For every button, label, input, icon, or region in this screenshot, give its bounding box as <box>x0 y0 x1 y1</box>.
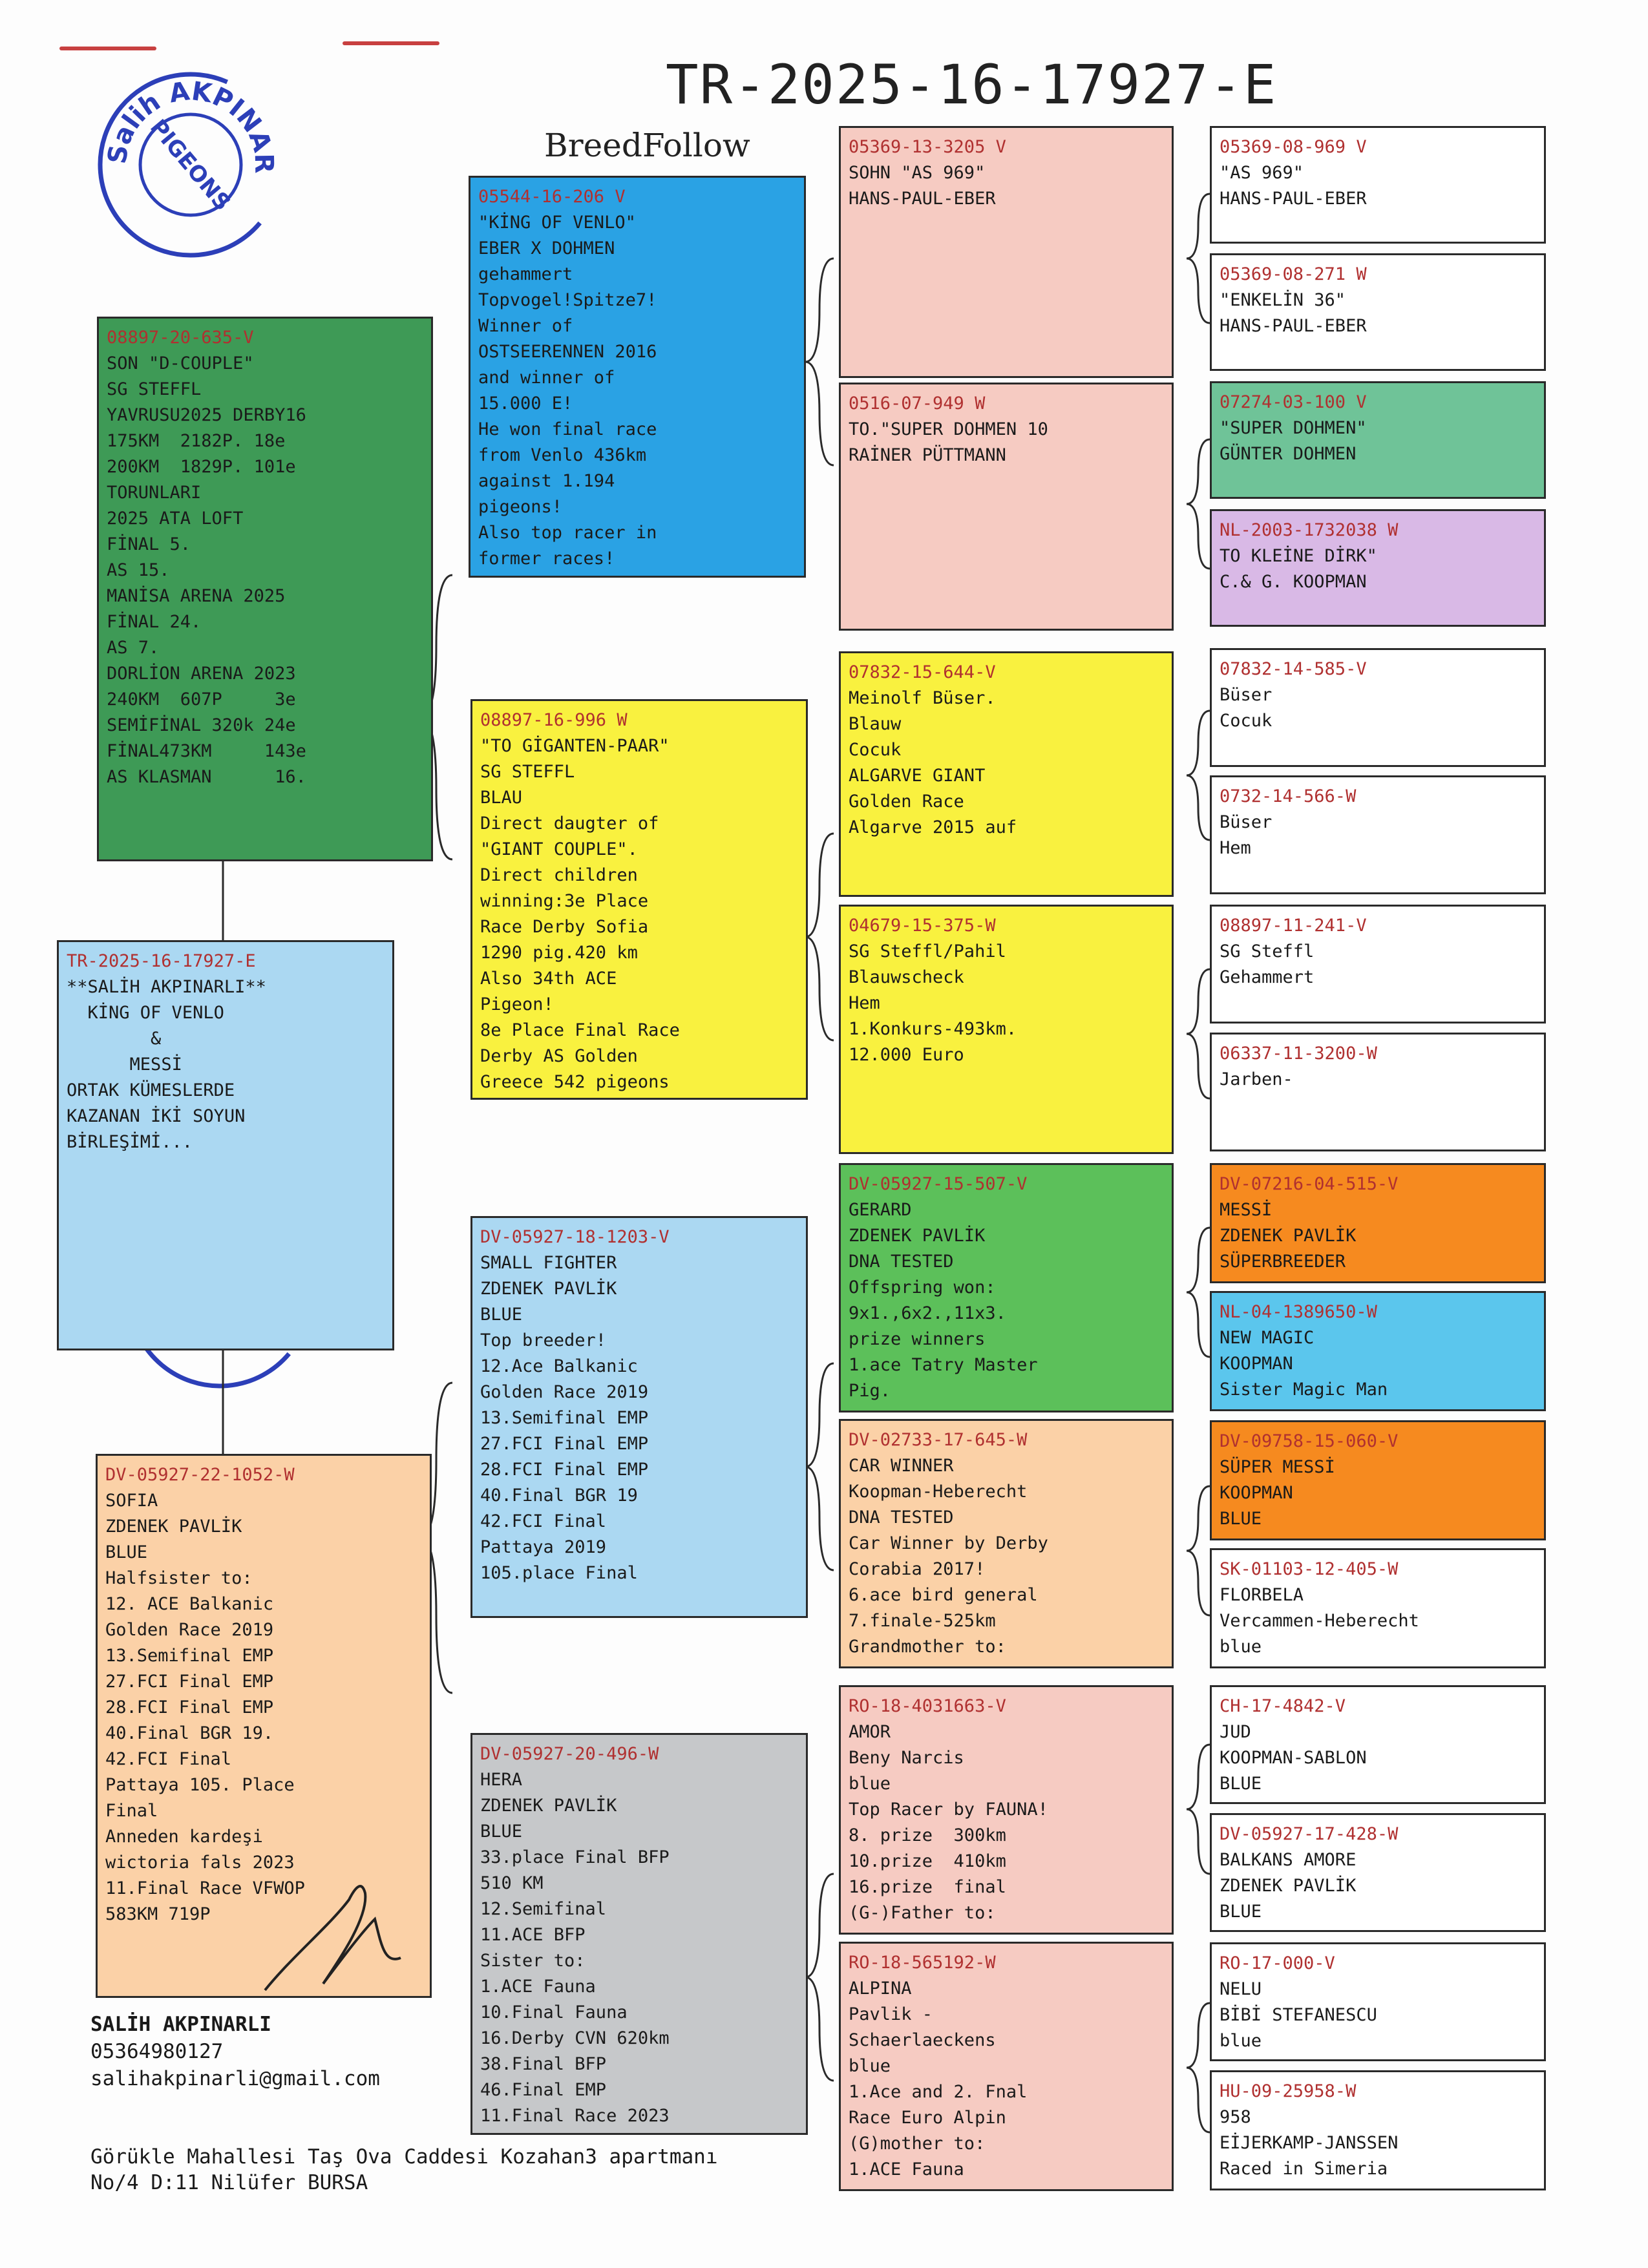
ring-number: 07832-14-585-V <box>1220 659 1367 679</box>
sire-card <box>97 317 433 861</box>
ring-number: DV-05927-17-428-W <box>1220 1824 1399 1844</box>
great-great-grandparent-card <box>1210 1685 1546 1804</box>
pigeon-details: SG Steffl Gehammert <box>1220 941 1315 987</box>
great-grandparent-card <box>839 651 1174 897</box>
pigeon-details: AMOR Beny Narcis blue Top Racer by FAUNA! 8. prize 300km 10.prize 410km 16.prize final (G-)Father to: <box>849 1722 1048 1923</box>
great-great-grandparent-card <box>1210 253 1546 371</box>
great-great-grandparent-card <box>1210 905 1546 1024</box>
grandparent-card <box>470 1216 808 1618</box>
ring-number: 08897-16-996 W <box>480 710 628 730</box>
ring-number: DV-09758-15-060-V <box>1220 1431 1399 1451</box>
email-address: salihakpinarli@gmail.com <box>90 2067 380 2090</box>
pigeon-details: SON "D-COUPLE" SG STEFFL YAVRUSU2025 DERBY16 175KM 2182P. 18e 200KM 1829P. 101e TORUNLARI 2025 ATA LOFT FİNAL 5. AS 15. MANİSA ARENA 2025 FİNAL 24. AS 7. DORLİON ARENA 2023 240KM 607P 3e SEMİFİNAL 320k 24e FİNAL473KM 143e AS KLASMAN 16. <box>107 353 306 787</box>
great-great-grandparent-card <box>1210 2070 1546 2190</box>
great-great-grandparent-card <box>1210 1942 1546 2061</box>
pigeon-details: Büser Cocuk <box>1220 685 1273 731</box>
pigeon-details: Büser Hem <box>1220 812 1273 858</box>
grandparent-card <box>469 176 806 578</box>
brand-logo: BreedFollow <box>544 127 750 164</box>
ring-number: DV-05927-15-507-V <box>849 1174 1028 1194</box>
ring-number: NL-04-1389650-W <box>1220 1302 1377 1322</box>
ring-number: 0732-14-566-W <box>1220 786 1357 806</box>
ring-number: RO-17-000-V <box>1220 1953 1335 1973</box>
ring-number: DV-07216-04-515-V <box>1220 1174 1399 1194</box>
ring-number: 05369-08-271 W <box>1220 264 1367 284</box>
ring-number: DV-02733-17-645-W <box>849 1430 1028 1450</box>
great-great-grandparent-card <box>1210 648 1546 767</box>
pigeon-details: SMALL FIGHTER ZDENEK PAVLİK BLUE Top breeder! 12.Ace Balkanic Golden Race 2019 13.Semifinal EMP 27.FCI Final EMP 28.FCI Final EMP 40.Final BGR 19 42.FCI Final Pattaya 2019 105.place Final <box>480 1253 649 1583</box>
pigeon-details: SOHN "AS 969" HANS-PAUL-EBER <box>849 163 996 209</box>
pigeon-details: TO."SUPER DOHMEN 10 RAİNER PÜTTMANN <box>849 419 1048 465</box>
ring-number: 08897-20-635-V <box>107 328 254 348</box>
pigeon-details: TO KLEİNE DİRK" C.& G. KOOPMAN <box>1220 546 1377 592</box>
pigeon-details: **SALİH AKPINARLI** KİNG OF VENLO & MESSİ ORTAK KÜMESLERDE KAZANAN İKİ SOYUN BİRLEŞİMİ... <box>67 977 266 1152</box>
address-line-1: Görükle Mahallesi Taş Ova Caddesi Kozahan3 apartmanı <box>90 2145 718 2168</box>
contact-block <box>90 2011 380 2092</box>
signature <box>252 1861 420 2016</box>
pigeon-details: "SUPER DOHMEN" GÜNTER DOHMEN <box>1220 418 1367 464</box>
address-block <box>90 2144 718 2196</box>
great-great-grandparent-card <box>1210 1291 1546 1411</box>
pigeon-details: "TO GİGANTEN-PAAR" SG STEFFL BLAU Direct daugter of "GIANT COUPLE". Direct children winning:3e Place Race Derby Sofia 1290 pig.420 km Also 34th ACE Pigeon! 8e Place Final Race Derby AS Golden Greece 542 pigeons <box>480 736 680 1092</box>
great-grandparent-card <box>839 383 1174 631</box>
great-grandparent-card <box>839 1419 1174 1668</box>
ring-number: CH-17-4842-V <box>1220 1696 1346 1716</box>
pedigree-title: TR-2025-16-17927-E <box>666 53 1278 116</box>
ring-number: RO-18-565192-W <box>849 1953 996 1973</box>
pigeon-details: 958 EİJERKAMP-JANSSEN Raced in Simeria <box>1220 2107 1399 2179</box>
great-grandparent-card <box>839 1163 1174 1412</box>
pigeon-details: SOFIA ZDENEK PAVLİK BLUE Halfsister to: 12. ACE Balkanic Golden Race 2019 13.Semifinal EMP 27.FCI Final EMP 28.FCI Final EMP 40.Final BGR 19. 42.FCI Final Pattaya 105. Place Final Anneden kardeşi wictoria fals 2023 11.Final Race VFWOP 583KM 719P <box>105 1491 305 1924</box>
pigeon-details: BALKANS AMORE ZDENEK PAVLİK BLUE <box>1220 1850 1357 1922</box>
ring-number: 0516-07-949 W <box>849 394 986 414</box>
stamp-top-text: Salih AKPINAR <box>102 76 279 174</box>
subject-pigeon-card <box>57 940 394 1350</box>
pigeon-details: "ENKELİN 36" HANS-PAUL-EBER <box>1220 290 1367 336</box>
pigeon-details: NEW MAGIC KOOPMAN Sister Magic Man <box>1220 1328 1388 1400</box>
ring-number: HU-09-25958-W <box>1220 2081 1357 2101</box>
great-great-grandparent-card <box>1210 126 1546 244</box>
ring-number: 06337-11-3200-W <box>1220 1044 1377 1064</box>
pigeon-details: NELU BİBİ STEFANESCU blue <box>1220 1979 1377 2051</box>
pigeon-details: "KİNG OF VENLO" EBER X DOHMEN gehammert Topvogel!Spitze7! Winner of OSTSEERENNEN 2016 and winner of 15.000 E! He won final race from Venlo 436km against 1.194 pigeons! Also top racer in former races! <box>478 213 657 569</box>
ring-number: DV-05927-22-1052-W <box>105 1465 295 1485</box>
pigeon-details: FLORBELA Vercammen-Heberecht blue <box>1220 1585 1419 1657</box>
ring-number: 05544-16-206 V <box>478 187 626 207</box>
great-great-grandparent-card <box>1210 381 1546 499</box>
pigeon-details: ALPINA Pavlik - Schaerlaeckens blue 1.Ace and 2. Fnal Race Euro Alpin (G)mother to: 1.ACE Fauna <box>849 1979 1028 2179</box>
great-great-grandparent-card <box>1210 775 1546 894</box>
great-great-grandparent-card <box>1210 1163 1546 1283</box>
ring-number: DV-05927-20-496-W <box>480 1744 659 1764</box>
ring-number: DV-05927-18-1203-V <box>480 1227 670 1247</box>
ring-number: 05369-13-3205 V <box>849 137 1006 157</box>
great-grandparent-card <box>839 126 1174 378</box>
great-grandparent-card <box>839 1942 1174 2191</box>
phone-number: 05364980127 <box>90 2040 224 2063</box>
grandparent-card <box>470 1733 808 2135</box>
great-grandparent-card <box>839 1685 1174 1935</box>
ring-number: 07274-03-100 V <box>1220 392 1367 412</box>
great-great-grandparent-card <box>1210 1813 1546 1932</box>
owner-name: SALİH AKPINARLI <box>90 2013 271 2036</box>
pigeon-details: HERA ZDENEK PAVLİK BLUE 33.place Final BFP 510 KM 12.Semifinal 11.ACE BFP Sister to: 1.ACE Fauna 10.Final Fauna 16.Derby CVN 620km 38.Final BFP 46.Final EMP 11.Final Race 2023 <box>480 1770 670 2126</box>
pigeon-details: Jarben- <box>1220 1069 1293 1089</box>
pigeon-details: CAR WINNER Koopman-Heberecht DNA TESTED Car Winner by Derby Corabia 2017! 6.ace bird general 7.finale-525km Grandmother to: <box>849 1456 1048 1657</box>
ring-number: 04679-15-375-W <box>849 916 996 936</box>
grandparent-card <box>470 699 808 1100</box>
pigeon-details: "AS 969" HANS-PAUL-EBER <box>1220 163 1367 209</box>
great-great-grandparent-card <box>1210 1548 1546 1668</box>
ring-number: TR-2025-16-17927-E <box>67 951 256 971</box>
ring-number: NL-2003-1732038 W <box>1220 520 1399 540</box>
pigeon-details: Meinolf Büser. Blauw Cocuk ALGARVE GIANT Golden Race Algarve 2015 auf <box>849 688 1017 837</box>
pigeon-details: MESSİ ZDENEK PAVLİK SÜPERBREEDER <box>1220 1200 1357 1272</box>
great-grandparent-card <box>839 905 1174 1154</box>
stamp-center-text: PIGEONS <box>145 114 236 216</box>
ring-number: RO-18-4031663-V <box>849 1696 1006 1716</box>
pigeon-details: SG Steffl/Pahil Blauwscheck Hem 1.Konkurs-493km. 12.000 Euro <box>849 941 1017 1065</box>
pigeon-details: GERARD ZDENEK PAVLİK DNA TESTED Offspring won: 9x1.,6x2.,11x3. prize winners 1.ace Tatry Master Pig. <box>849 1200 1038 1401</box>
great-great-grandparent-card <box>1210 1033 1546 1151</box>
pigeon-details: JUD KOOPMAN-SABLON BLUE <box>1220 1722 1367 1794</box>
great-great-grandparent-card <box>1210 1420 1546 1540</box>
ring-number: SK-01103-12-405-W <box>1220 1559 1399 1579</box>
ring-number: 07832-15-644-V <box>849 662 996 682</box>
pigeon-details: SÜPER MESSİ KOOPMAN BLUE <box>1220 1457 1335 1529</box>
address-line-2: No/4 D:11 Nilüfer BURSA <box>90 2171 368 2194</box>
great-great-grandparent-card <box>1210 509 1546 627</box>
ring-number: 08897-11-241-V <box>1220 916 1367 936</box>
ring-number: 05369-08-969 V <box>1220 137 1367 157</box>
